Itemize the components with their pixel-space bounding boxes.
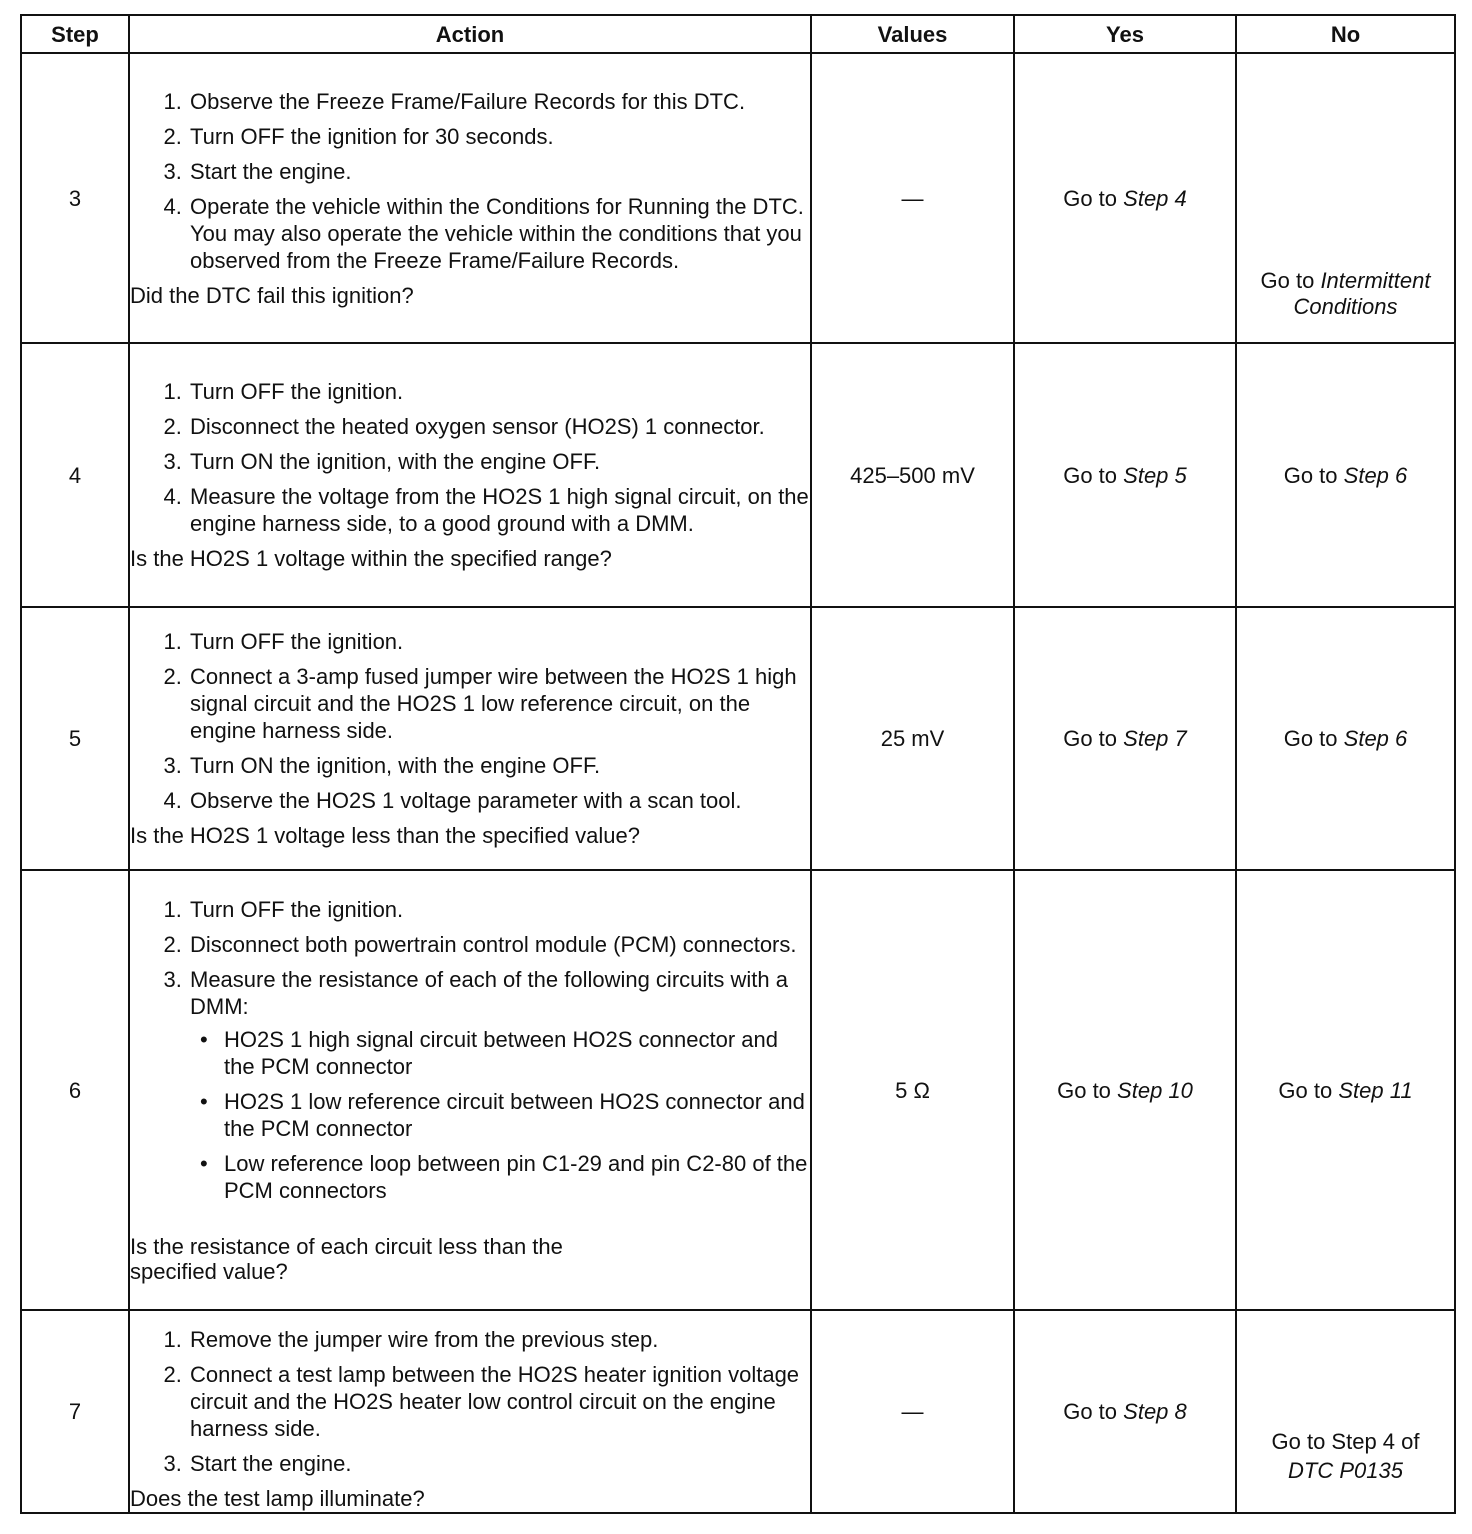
action-item-text: Measure the resistance of each of the following circuits with a DMM: xyxy=(190,967,788,1019)
action-item: 2. Disconnect the heated oxygen sensor (HO2S) 1 connector. xyxy=(188,413,810,440)
value-cell: 425–500 mV xyxy=(811,343,1014,607)
question-text: Is the HO2S 1 voltage less than the specified value? xyxy=(130,823,640,848)
step-number: 4 xyxy=(21,343,129,607)
no-target: Intermittent Conditions xyxy=(1293,268,1431,319)
action-item: 4. Measure the voltage from the HO2S 1 high signal circuit, on the engine harness side, to a good ground with a DMM. xyxy=(188,483,810,537)
value-cell: 25 mV xyxy=(811,607,1014,870)
step-number: 6 xyxy=(21,870,129,1310)
yes-cell xyxy=(1014,53,1236,343)
no-cell xyxy=(1236,1310,1455,1513)
diagnostic-table xyxy=(20,14,1456,1514)
action-item: 2. Disconnect both powertrain control module (PCM) connectors. xyxy=(188,931,810,958)
value-cell: — xyxy=(811,1310,1014,1513)
table-row xyxy=(21,870,1455,1310)
no-prefix: Go to xyxy=(1283,462,1338,488)
no-cell xyxy=(1236,53,1455,343)
no-prefix: Go to Step 4 of xyxy=(1271,1429,1420,1454)
header-row xyxy=(21,15,1455,53)
header-yes: Yes xyxy=(1014,15,1236,53)
no-prefix: Go to xyxy=(1283,726,1338,751)
yes-target: Step 8 xyxy=(1123,1399,1187,1424)
action-cell xyxy=(129,343,811,607)
action-list xyxy=(130,896,810,1204)
action-item: 4. Observe the HO2S 1 voltage parameter with a scan tool. xyxy=(188,787,810,814)
yes-cell xyxy=(1014,343,1236,607)
no-cell xyxy=(1236,870,1455,1310)
no-target: Step 6 xyxy=(1343,462,1408,488)
yes-cell xyxy=(1014,870,1236,1310)
no-target: Step 11 xyxy=(1338,1077,1413,1103)
header-action: Action xyxy=(129,15,811,53)
action-item: 3. Start the engine. xyxy=(188,1450,810,1477)
step-number: 7 xyxy=(21,1310,129,1513)
action-cell xyxy=(129,607,811,870)
yes-target: Step 7 xyxy=(1123,726,1187,751)
no-target: Step 6 xyxy=(1343,726,1408,751)
table-row xyxy=(21,607,1455,870)
step-number: 5 xyxy=(21,607,129,870)
action-item: 2. Connect a test lamp between the HO2S heater ignition voltage circuit and the HO2S heater low control circuit on the engine harness side. xyxy=(188,1361,810,1442)
action-item xyxy=(188,966,810,1204)
question-text: Does the test lamp illuminate? xyxy=(130,1485,425,1511)
action-list xyxy=(130,88,810,274)
action-item: 3. Start the engine. xyxy=(188,158,810,185)
action-cell xyxy=(129,870,811,1310)
action-cell xyxy=(129,1310,811,1513)
value-cell: 5 Ω xyxy=(811,870,1014,1310)
action-list xyxy=(130,378,810,537)
action-item: 1. Observe the Freeze Frame/Failure Records for this DTC. xyxy=(188,88,810,115)
question-text: Is the resistance of each circuit less than the specified value? xyxy=(130,1234,563,1284)
action-item: 3. Turn ON the ignition, with the engine OFF. xyxy=(188,752,810,779)
question-text: Is the HO2S 1 voltage within the specified range? xyxy=(130,546,612,571)
action-list xyxy=(130,628,810,814)
table-row xyxy=(21,343,1455,607)
bullet-item: • HO2S 1 low reference circuit between HO2S connector and the PCM connector xyxy=(224,1088,810,1142)
yes-prefix: Go to xyxy=(1063,185,1118,211)
no-target: DTC P0135 xyxy=(1288,1458,1403,1483)
action-list xyxy=(130,1326,810,1477)
header-values: Values xyxy=(811,15,1014,53)
yes-target: Step 5 xyxy=(1123,462,1187,488)
bullet-item: • HO2S 1 high signal circuit between HO2S connector and the PCM connector xyxy=(224,1026,810,1080)
action-item: 2. Turn OFF the ignition for 30 seconds. xyxy=(188,123,810,150)
yes-cell xyxy=(1014,607,1236,870)
yes-target: Step 4 xyxy=(1123,185,1187,211)
header-no: No xyxy=(1236,15,1455,53)
action-item: 1. Turn OFF the ignition. xyxy=(188,378,810,405)
yes-prefix: Go to xyxy=(1063,726,1118,751)
bullet-list xyxy=(190,1026,810,1204)
table-row xyxy=(21,1310,1455,1513)
action-item: 1. Turn OFF the ignition. xyxy=(188,628,810,655)
yes-cell xyxy=(1014,1310,1236,1513)
action-item: 4. Operate the vehicle within the Conditions for Running the DTC. You may also operate the vehicle within the conditions that you observed from the Freeze Frame/Failure Records. xyxy=(188,193,810,274)
yes-prefix: Go to xyxy=(1063,462,1118,488)
no-prefix: Go to xyxy=(1260,268,1315,293)
action-item: 1. Turn OFF the ignition. xyxy=(188,896,810,923)
bullet-item: • Low reference loop between pin C1-29 and pin C2-80 of the PCM connectors xyxy=(224,1150,810,1204)
no-cell xyxy=(1236,343,1455,607)
action-item: 1. Remove the jumper wire from the previous step. xyxy=(188,1326,810,1353)
table-row xyxy=(21,53,1455,343)
yes-prefix: Go to xyxy=(1063,1399,1118,1424)
value-cell: — xyxy=(811,53,1014,343)
no-cell xyxy=(1236,607,1455,870)
action-item: 3. Turn ON the ignition, with the engine OFF. xyxy=(188,448,810,475)
action-cell xyxy=(129,53,811,343)
question-text: Did the DTC fail this ignition? xyxy=(130,282,414,308)
no-prefix: Go to xyxy=(1278,1077,1333,1103)
header-step: Step xyxy=(21,15,129,53)
step-number: 3 xyxy=(21,53,129,343)
yes-target: Step 10 xyxy=(1117,1077,1193,1103)
action-item: 2. Connect a 3-amp fused jumper wire between the HO2S 1 high signal circuit and the HO2S 1 low reference circuit, on the engine harness side. xyxy=(188,663,810,744)
yes-prefix: Go to xyxy=(1057,1077,1111,1103)
